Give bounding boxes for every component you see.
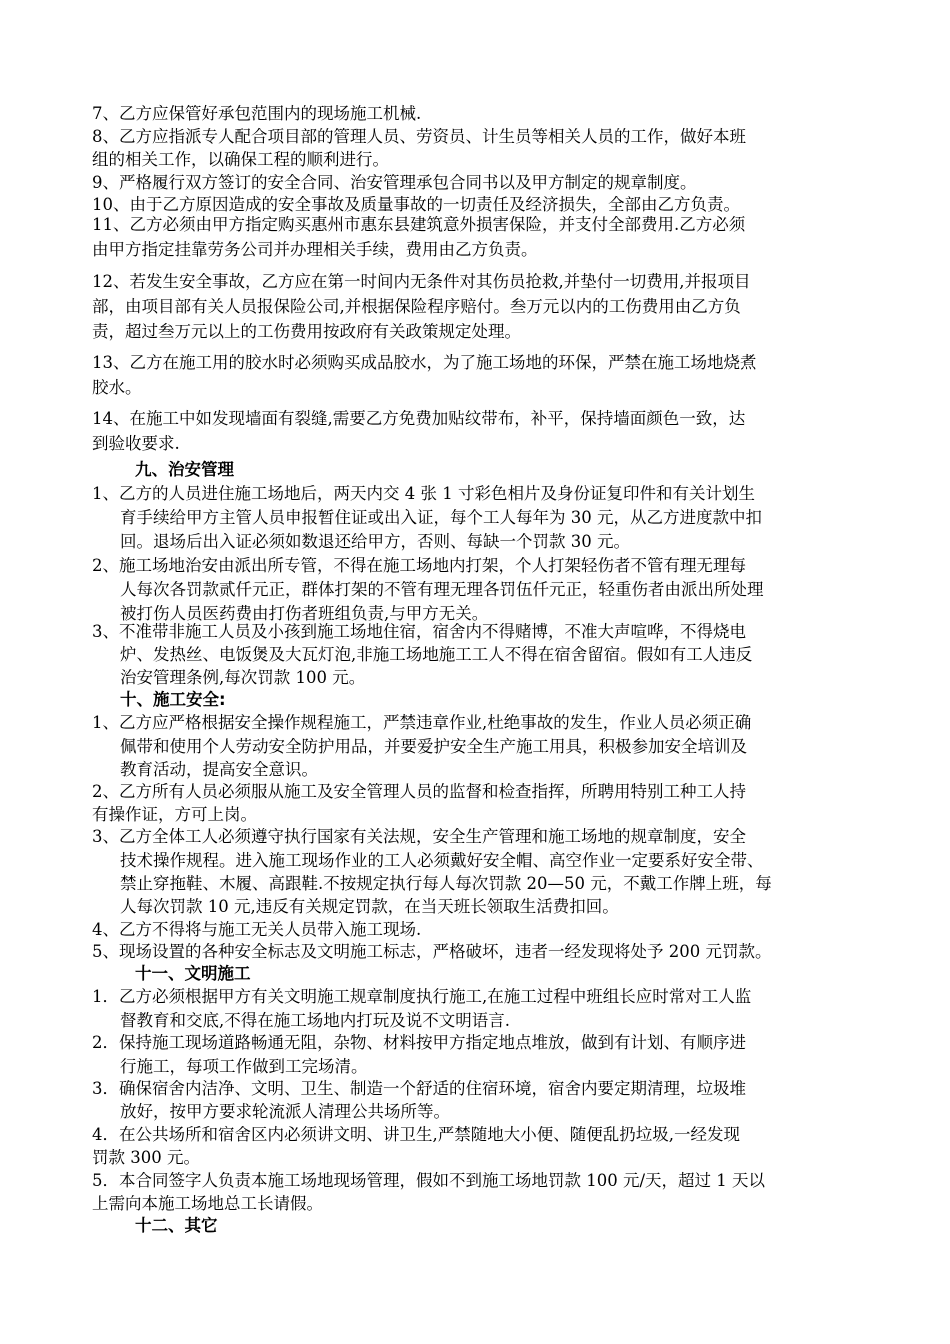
clause-10-4-line: 4、乙方不得将与施工无关人员带入施工现场. — [92, 920, 422, 939]
clause-10-2-line: 有操作证，方可上岗。 — [92, 805, 257, 824]
clause-8-14-line: 14、在施工中如发现墙面有裂缝,需要乙方免费加贴纹带布，补平，保持墙面颜色一致，达 — [92, 409, 746, 428]
section-12-heading: 十二、其它 — [135, 1216, 218, 1235]
clause-11-2-line: 2．保持施工现场道路畅通无阻，杂物、材料按甲方指定地点堆放，做到有计划、有顺序进 — [92, 1033, 746, 1052]
clause-11-4-line: 4．在公共场所和宿舍区内必须讲文明、讲卫生,严禁随地大小便、随便乱扔垃圾,一经发现 — [92, 1125, 740, 1144]
clause-11-3-line: 放好，按甲方要求轮流派人清理公共场所等。 — [120, 1102, 450, 1121]
clause-11-2-line: 行施工，每项工作做到工完场清。 — [120, 1057, 368, 1076]
clause-11-1-line: 督教育和交底,不得在施工场地内打玩及说不文明语言. — [120, 1011, 510, 1030]
clause-10-1-line: 1、乙方应严格根据安全操作规程施工，严禁违章作业,杜绝事故的发生，作业人员必须正确 — [92, 713, 752, 732]
clause-8-8-line: 8、乙方应指派专人配合项目部的管理人员、劳资员、计生员等相关人员的工作，做好本班 — [92, 127, 746, 146]
clause-10-3-line: 技术操作规程。进入施工现场作业的工人必须戴好安全帽、高空作业一定要系好安全带、 — [120, 851, 764, 870]
clause-8-9-line: 9、严格履行双方签订的安全合同、治安管理承包合同书以及甲方制定的规章制度。 — [92, 173, 697, 192]
clause-10-3-line: 3、乙方全体工人必须遵守执行国家有关法规，安全生产管理和施工场地的规章制度，安全 — [92, 827, 746, 846]
section-9-heading: 九、治安管理 — [135, 460, 234, 479]
clause-10-1-line: 佩带和使用个人劳动安全防护用品，并要爱护安全生产施工用具，积极参加安全培训及 — [120, 737, 747, 756]
clause-11-5-line: 上需向本施工场地总工长请假。 — [92, 1194, 323, 1213]
clause-9-1-line: 1、乙方的人员进住施工场地后，两天内交 4 张 1 寸彩色相片及身份证复印件和有关计划生 — [92, 484, 755, 503]
clause-8-12-line: 部，由项目部有关人员报保险公司,并根据保险程序赔付。叁万元以内的工伤费用由乙方负 — [92, 297, 741, 316]
clause-8-14-line: 到验收要求. — [92, 434, 180, 453]
clause-9-3-line: 炉、发热丝、电饭煲及大瓦灯泡,非施工场地施工工人不得在宿舍留宿。假如有工人违反 — [120, 645, 753, 664]
clause-10-1-line: 教育活动，提高安全意识。 — [120, 760, 318, 779]
clause-11-1-line: 1．乙方必须根据甲方有关文明施工规章制度执行施工,在施工过程中班组长应时常对工人监 — [92, 987, 752, 1006]
clause-11-4-line: 罚款 300 元。 — [92, 1148, 200, 1167]
clause-9-2-line: 被打伤人员医药费由打伤者班组负责,与甲方无关。 — [120, 604, 489, 623]
clause-9-1-line: 育手续给甲方主管人员申报暂住证或出入证，每个工人每年为 30 元，从乙方进度款中扣 — [120, 508, 762, 527]
clause-10-3-line: 人每次罚款 10 元,违反有关规定罚款，在当天班长领取生活费扣回。 — [120, 897, 619, 916]
clause-10-2-line: 2、乙方所有人员必须服从施工及安全管理人员的监督和检查指挥，所聘用特别工种工人持 — [92, 782, 746, 801]
section-10-heading: 十、施工安全: — [120, 690, 226, 709]
clause-10-5-line: 5、现场设置的各种安全标志及文明施工标志，严格破坏，违者一经发现将处予 200 元罚款。 — [92, 942, 772, 961]
clause-8-11-line: 由甲方指定挂靠劳务公司并办理相关手续，费用由乙方负责。 — [92, 240, 538, 259]
clause-9-1-line: 回。退场后出入证必须如数退还给甲方，否则、每缺一个罚款 30 元。 — [120, 532, 630, 551]
clause-8-11-line: 11、乙方必须由甲方指定购买惠州市惠东县建筑意外损害保险，并支付全部费用.乙方必须 — [92, 215, 746, 234]
clause-8-12-line: 责，超过叁万元以上的工伤费用按政府有关政策规定处理。 — [92, 322, 521, 341]
clause-10-3-line: 禁止穿拖鞋、木履、高跟鞋.不按规定执行每人每次罚款 20—50 元，不戴工作牌上班，每 — [120, 874, 772, 893]
clause-8-13-line: 胶水。 — [92, 378, 142, 397]
clause-9-3-line: 治安管理条例,每次罚款 100 元。 — [120, 668, 366, 687]
clause-11-3-line: 3．确保宿舍内洁净、文明、卫生、制造一个舒适的住宿环境，宿舍内要定期清理，垃圾堆 — [92, 1079, 746, 1098]
clause-9-2-line: 人每次各罚款贰仟元正，群体打架的不管有理无理各罚伍仟元正，轻重伤者由派出所处理 — [120, 580, 764, 599]
clause-9-2-line: 2、施工场地治安由派出所专管，不得在施工场地内打架，个人打架轻伤者不管有理无理每 — [92, 556, 746, 575]
clause-8-12-line: 12、若发生安全事故，乙方应在第一时间内无条件对其伤员抢救,并垫付一切费用,并报项目 — [92, 272, 751, 291]
clause-11-5-line: 5．本合同签字人负责本施工场地现场管理，假如不到施工场地罚款 100 元/天，超过 1 天以 — [92, 1171, 766, 1190]
clause-8-10-line: 10、由于乙方原因造成的安全事故及质量事故的一切责任及经济损失，全部由乙方负责。 — [92, 195, 740, 214]
clause-8-8-line: 组的相关工作，以确保工程的顺利进行。 — [92, 150, 389, 169]
clause-8-7-line: 7、乙方应保管好承包范围内的现场施工机械. — [92, 104, 422, 123]
clause-9-3-line: 3、不准带非施工人员及小孩到施工场地住宿，宿舍内不得赌博，不准大声喧哗，不得烧电 — [92, 622, 746, 641]
clause-8-13-line: 13、乙方在施工用的胶水时必须购买成品胶水，为了施工场地的环保，严禁在施工场地烧煮 — [92, 353, 757, 372]
section-11-heading: 十一、文明施工 — [135, 964, 251, 983]
